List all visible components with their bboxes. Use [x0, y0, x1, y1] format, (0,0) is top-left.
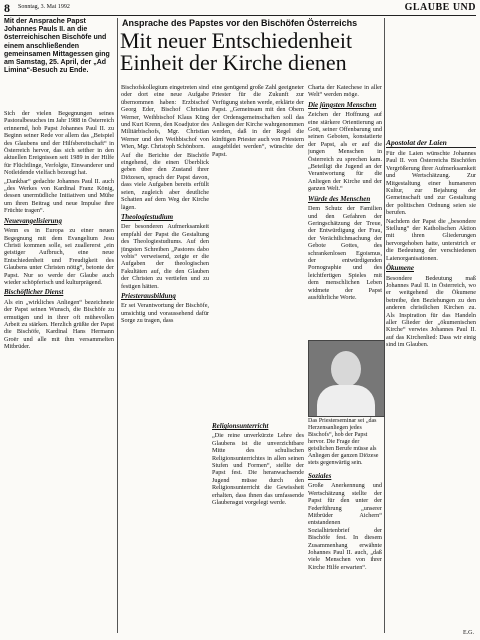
subheading: Religionsunterricht — [212, 422, 269, 430]
subheading: Theologiestudium — [121, 212, 174, 221]
paragraph: Große Anerkennung und Wertschätzung stellte der Papst für den unter der Federführung „unserer Mitbrüder Aichern“ entstandenen Sozialhirtenbrief der Bischöfe fest. In diesem Zusammenhang erwähnte Johannes Paul II. auch, „daß viele Menschen von ihrer Kirche Hilfe erwarten“. — [308, 482, 382, 571]
article-headline: Mit neuer Entschiedenheit Einheit der Kirche dienen — [120, 28, 353, 75]
author-signature: E.G. — [463, 630, 474, 636]
paragraph: Sich der vielen Begegnungen seines Pastoralbesuches im Jahr 1988 in Österreich erinnernd, hob Papst Johannes Paul II. zu Beginn seiner Rede vor allem das „Beispiel des Glaubens und der Hilfsbereitschaft“ in Österreich hervor, das sich seither in den aktuellen Ereignissen seit 1989 in der Hilfe für Flüchtlinge, Verfolgte, Einwanderer und Notleidende vielfach bezeugt hat. — [4, 110, 114, 177]
paragraph: „Dankbar“ gedachte Johannes Paul II. auch „des Werkes von Kardinal Franz König, dessen unermüdliche Initiativen und Mühe um ihren Beitrag und neue Impulse ihre Früchte tragen“. — [4, 177, 114, 215]
column-3-lower — [212, 420, 304, 635]
pope-photo — [308, 340, 385, 417]
subheading: Würde des Menschen — [308, 194, 371, 203]
paragraph: Er sei Verantwortung der Bischöfe, umsichtig und voraussehend dafür Sorge zu tragen, dass — [121, 302, 209, 325]
subheading: Bischöflicher Dienst — [4, 288, 64, 297]
paragraph: Wenn es in Europa zu einer neuen Begegnung mit dem Evangelium Jesu Christi kommen solle, sei zuallererst „ein geistiger Aufbruch, eine neue Entschiedenheit und Freudigkeit des Glaubens unter Christen nötig“, betonte der Papst. Nur so werde der Glaube auch wieder schöpferisch und kulturprägend. — [4, 227, 114, 286]
paragraph: Zeichen der Hoffnung auf eine stärkere Orientierung an Gott, seiner Offenbarung und seinen Geboten, konstatierte der Papst, als er auf die jungen Menschen in Österreich zu sprechen kam. „Beteiligt die Jugend an der Verantwortung für die Anliegen der Kirche und der ganzen Welt.“ — [308, 111, 382, 193]
subheading: Soziales — [308, 472, 332, 480]
column-4-lower — [308, 470, 382, 635]
column-divider — [384, 18, 385, 633]
paragraph: Dem Schutz der Familien und den Gefahren der Geringschätzung der Treue, der Entwürdigung der Frau, der Verächtlichmachung der Gebote Gottes, des schrankenlosen Egoismus, der entwürdigenden Pornographie und des leichtfertigen Spieles mit dem menschlichen Leben widmete der Papst ausführliche Worte. — [308, 205, 382, 301]
paragraph: Für die Laien wünschte Johannes Paul II. von Österreichs Bischöfen Vergrößerung ihrer Aufmerksamkeit und Wertschätzung. Zur Mitgestaltung einer humaneren Kultur, zur Bejahung der Gemeinschaft und zur Gestaltung der politischen Ordnung seien sie berufen. — [386, 150, 476, 217]
column-2 — [121, 84, 209, 634]
column-5-header — [386, 138, 476, 148]
paragraph: Auf die Berichte der Bischöfe eingehend, die einen Überblick geben über den Zustand ihrer Diözesen, sprach der Papst davon, dass viele Aufgaben bereits erfüllt seien, zugleich aber deutliche Schatten auf dem Weg der Kirche lägen. — [121, 151, 209, 211]
paragraph: eine genügend große Zahl geeigneter Priester für die Zukunft zur Verfügung stehen werde, erklärte der Papst. „Gemeinsam mit den Obern der Ordensgemeinschaften soll das Anliegen der Kirche wahrgenommen werden, daß in der Regel die künftigen Priester auch von Priestern ausgebildet werden“, wünschte der Papst. — [212, 84, 304, 158]
subheading: Neuevangelisierung — [4, 216, 62, 225]
column-1 — [4, 110, 114, 635]
photo-face — [331, 351, 361, 387]
paragraph: Nachdem der Papst die „besondere Stellung“ der Katholischen Aktion mit ihren Gliederungen hervorgehoben hatte, unterstrich er die Bedeutung der verschiedenen Laienorganisationen. — [386, 217, 476, 262]
paragraph: Als ein „wirkliches Anliegen“ bezeichnete der Papst seinen Wunsch, die Bischöfe zu ermutigen und in ihrer oft mühevollen Arbeit zu stärken. Herzlich grüßte der Papst die Bischöfe, Kardinal Hans Hermann Groër und alle mit ihm versammelten Mitbrüder. — [4, 298, 114, 351]
subheading: Ökumene — [386, 264, 414, 273]
subheading: Apostolat der Laien — [386, 138, 476, 148]
column-divider — [117, 18, 118, 633]
page-number: 8 — [4, 1, 10, 15]
paragraph: „Die reine unverkürzte Lehre des Glaubens ist die unverzichtbare Mitte des schulischen Religionsunterrichtes in allen seinen Stufen und Formen“, stellte der Papst fest. Die heranwachsende Jugend müsse durch den Religionsunterricht die Gewissheit erhalten, dass ihnen das umfassende Glaubensgut vorgelegt werde. — [212, 432, 304, 507]
column-4 — [308, 84, 382, 336]
subheading: Priesterausbildung — [121, 291, 176, 300]
photo-body — [317, 385, 375, 417]
column-5 — [386, 150, 476, 630]
paragraph: Charta der Katechese in aller Welt“ werden möge. — [308, 84, 382, 99]
article-kicker: Ansprache des Papstes vor den Bischöfen Österreichs — [122, 18, 358, 28]
section-title: GLAUBE UND — [404, 2, 476, 13]
page-header — [4, 3, 476, 16]
intro-lead: Mit der Ansprache Papst Johannes Pauls II. an die österreichischen Bischöfe und einem anschließenden gemeinsamen Mittagessen ging am Samstag, 25. April, der „Ad Limina“-Besuch zu Ende. — [4, 18, 110, 75]
subheading: Die jüngsten Menschen — [308, 100, 377, 109]
paragraph: Bischofskollegium eingetreten sind oder dort eine neue Aufgabe übernommen haben: Erzbischof Georg Eder, Bischof Christian Werner, Weihbischof Klaus Küng und Kurt Krenn, den Koadjutor des Militärbischofs, Mgr. Christian Werner und den Weihbischof von Wien, Mgr. Christoph Schönborn. — [121, 84, 209, 151]
paragraph: Besondere Bedeutung maß Johannes Paul II. in Österreich, wo er weitgehend die Ökumene betreibe, den Beziehungen zu den anderen christlichen Kirchen zu. Als Inspiration für das Handeln aller Glieder der „ökumenischen Kirche“ verwies Johannes Paul II. auf das Kirchenlied: Dass wir einig sind im Glauben. — [386, 274, 476, 349]
photo-caption: Das Priesterseminar sei „das Herzensanliegen jedes Bischofs“, hob der Papst hervor. Die Frage der geistlichen Berufe müsse als Anliegen der ganzen Diözese stets gegenwärtig sein. — [308, 418, 379, 466]
issue-date: Sonntag, 3. Mai 1992 — [18, 4, 70, 10]
paragraph: Der besonderen Aufmerksamkeit empfahl der Papst die Gestaltung des Theologiestudiums. Auf den jüngsten Schreiben „Pastores dabo vobis“ verweisend, zeigte er die Aufgaben der theologischen Fakultäten auf, die den Glauben der Christen zu vertiefen und zu festigen hätten. — [121, 223, 209, 290]
